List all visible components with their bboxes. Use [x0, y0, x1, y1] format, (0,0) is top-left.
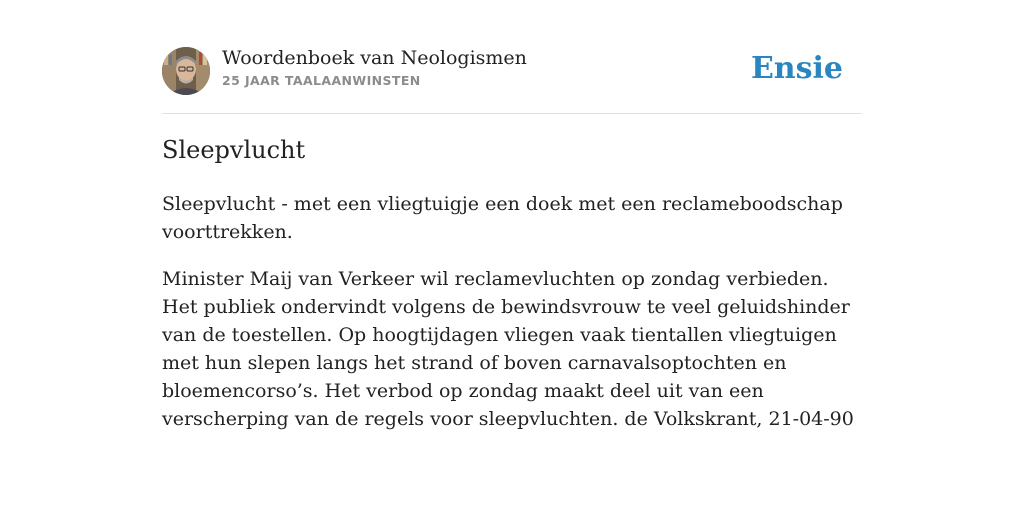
source-title[interactable]: Woordenboek van Neologismen	[222, 47, 527, 69]
brand-logo[interactable]: Ensie	[750, 51, 843, 86]
entry-quote: Minister Maij van Verkeer wil reclamevluchten op zondag verbieden. Het publiek ondervindt volgens de bewindsvrouw te veel geluidshinder van de toestellen. Op hoogtijdagen vliegen vaak tientallen vliegtuigen met hun slepen langs het strand of boven carnavalsoptochten en bloemencorso’s. Het verbod op zondag maakt deel uit van een verscherping van de regels voor sleepvluchten. de Volkskrant, 21-04-90	[162, 268, 854, 430]
source-info	[222, 46, 527, 88]
avatar[interactable]	[162, 47, 210, 95]
source-header	[162, 0, 862, 114]
article-card	[162, 0, 862, 430]
author-portrait-icon	[162, 47, 210, 95]
entry-definition: Sleepvlucht - met een vliegtuigje een doek met een reclameboodschap voorttrekken.	[162, 193, 843, 243]
entry-title: Sleepvlucht	[162, 136, 306, 164]
source-subtitle: 25 JAAR TAALAANWINSTEN	[222, 73, 421, 88]
